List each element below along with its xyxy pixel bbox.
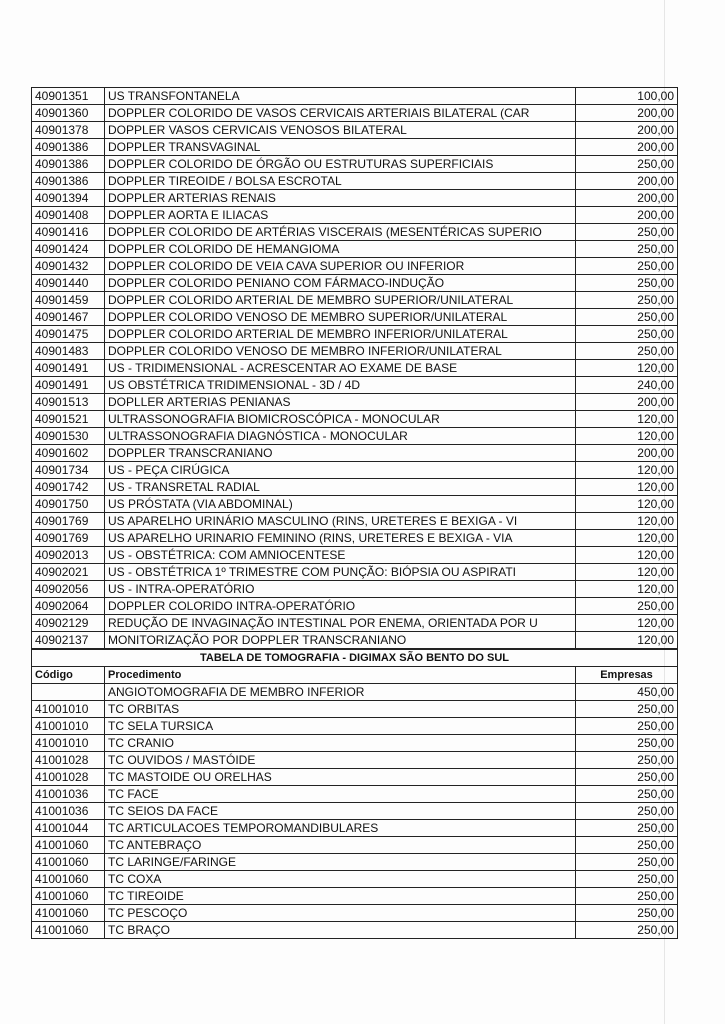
code-cell: 40901483 <box>32 343 105 360</box>
price-cell: 250,00 <box>576 752 678 769</box>
table-row <box>32 224 678 241</box>
procedure-cell: ULTRASSONOGRAFIA BIOMICROSCÓPICA - MONOCULAR <box>105 411 576 428</box>
code-cell: 40901530 <box>32 428 105 445</box>
procedure-cell: DOPPLER COLORIDO ARTERIAL DE MEMBRO SUPERIOR/UNILATERAL <box>105 292 576 309</box>
price-cell: 250,00 <box>576 786 678 803</box>
procedure-cell: US OBSTÉTRICA TRIDIMENSIONAL - 3D / 4D <box>105 377 576 394</box>
procedure-cell: DOPPLER COLORIDO INTRA-OPERATÓRIO <box>105 598 576 615</box>
price-cell: 250,00 <box>576 241 678 258</box>
ultrasound-rows <box>32 88 678 650</box>
table-row <box>32 513 678 530</box>
table-row <box>32 922 678 939</box>
procedure-cell: US APARELHO URINARIO FEMININO (RINS, URETERES E BEXIGA - VIA <box>105 530 576 547</box>
code-cell: 40902056 <box>32 581 105 598</box>
procedure-cell: TC LARINGE/FARINGE <box>105 854 576 871</box>
price-cell: 250,00 <box>576 905 678 922</box>
code-cell: 41001028 <box>32 752 105 769</box>
section-title-row <box>32 649 678 667</box>
column-header-code: Código <box>32 667 105 684</box>
procedure-cell: DOPPLER COLORIDO DE VASOS CERVICAIS ARTERIAIS BILATERAL (CAR <box>105 105 576 122</box>
table-row <box>32 564 678 581</box>
table-row <box>32 173 678 190</box>
table-row <box>32 139 678 156</box>
tomography-rows <box>32 684 678 939</box>
price-cell: 120,00 <box>576 411 678 428</box>
price-cell: 450,00 <box>576 684 678 701</box>
table-row <box>32 786 678 803</box>
price-cell: 250,00 <box>576 258 678 275</box>
price-cell: 120,00 <box>576 513 678 530</box>
procedure-cell: US PRÓSTATA (VIA ABDOMINAL) <box>105 496 576 513</box>
code-cell: 40901475 <box>32 326 105 343</box>
price-cell: 200,00 <box>576 190 678 207</box>
procedure-cell: DOPLLER ARTERIAS PENIANAS <box>105 394 576 411</box>
table-row <box>32 547 678 564</box>
price-cell: 120,00 <box>576 462 678 479</box>
price-cell: 250,00 <box>576 871 678 888</box>
code-cell: 40901521 <box>32 411 105 428</box>
procedure-cell: TC PESCOÇO <box>105 905 576 922</box>
table-row <box>32 309 678 326</box>
code-cell: 40901742 <box>32 479 105 496</box>
procedure-cell: TC TIREOIDE <box>105 888 576 905</box>
code-cell: 41001010 <box>32 701 105 718</box>
price-cell: 120,00 <box>576 428 678 445</box>
code-cell: 40901602 <box>32 445 105 462</box>
price-cell: 250,00 <box>576 224 678 241</box>
price-cell: 120,00 <box>576 360 678 377</box>
table-row <box>32 854 678 871</box>
table-row <box>32 803 678 820</box>
tomography-header <box>32 649 678 684</box>
table-row <box>32 292 678 309</box>
price-cell: 250,00 <box>576 156 678 173</box>
procedure-cell: DOPPLER AORTA E ILIACAS <box>105 207 576 224</box>
table-row <box>32 479 678 496</box>
price-table-sheet <box>31 87 676 939</box>
price-cell: 250,00 <box>576 598 678 615</box>
procedure-cell: TC SEIOS DA FACE <box>105 803 576 820</box>
code-cell: 40902137 <box>32 632 105 650</box>
price-cell: 200,00 <box>576 105 678 122</box>
code-cell: 40902021 <box>32 564 105 581</box>
procedure-cell: DOPPLER VASOS CERVICAIS VENOSOS BILATERAL <box>105 122 576 139</box>
procedure-cell: TC BRAÇO <box>105 922 576 939</box>
table-row <box>32 684 678 701</box>
table-row <box>32 462 678 479</box>
code-cell: 41001060 <box>32 922 105 939</box>
procedure-cell: TC ARTICULACOES TEMPOROMANDIBULARES <box>105 820 576 837</box>
table-row <box>32 752 678 769</box>
price-cell: 250,00 <box>576 888 678 905</box>
price-cell: 250,00 <box>576 701 678 718</box>
code-cell: 41001010 <box>32 718 105 735</box>
code-cell: 40901360 <box>32 105 105 122</box>
price-cell: 120,00 <box>576 564 678 581</box>
price-cell: 250,00 <box>576 718 678 735</box>
price-cell: 120,00 <box>576 581 678 598</box>
procedure-cell: REDUÇÃO DE INVAGINAÇÃO INTESTINAL POR ENEMA, ORIENTADA POR U <box>105 615 576 632</box>
code-cell: 40902064 <box>32 598 105 615</box>
column-header-price: Empresas <box>576 667 678 684</box>
code-cell: 41001060 <box>32 837 105 854</box>
procedure-cell: TC FACE <box>105 786 576 803</box>
code-cell: 41001044 <box>32 820 105 837</box>
table-row <box>32 190 678 207</box>
code-cell: 40901351 <box>32 88 105 105</box>
procedure-cell: DOPPLER ARTERIAS RENAIS <box>105 190 576 207</box>
table-row <box>32 837 678 854</box>
procedure-cell: US - INTRA-OPERATÓRIO <box>105 581 576 598</box>
code-cell: 41001036 <box>32 786 105 803</box>
code-cell: 40901416 <box>32 224 105 241</box>
procedure-cell: DOPPLER COLORIDO DE ÓRGÃO OU ESTRUTURAS SUPERFICIAIS <box>105 156 576 173</box>
procedure-cell: TC SELA TURSICA <box>105 718 576 735</box>
procedure-cell: TC CRANIO <box>105 735 576 752</box>
price-cell: 200,00 <box>576 122 678 139</box>
table-row <box>32 496 678 513</box>
price-cell: 250,00 <box>576 922 678 939</box>
code-cell: 41001060 <box>32 888 105 905</box>
price-cell: 120,00 <box>576 632 678 650</box>
procedure-cell: DOPPLER COLORIDO VENOSO DE MEMBRO INFERIOR/UNILATERAL <box>105 343 576 360</box>
procedure-cell: TC COXA <box>105 871 576 888</box>
code-cell: 40901491 <box>32 377 105 394</box>
table-row <box>32 598 678 615</box>
code-cell: 40901424 <box>32 241 105 258</box>
procedure-cell: DOPPLER TIREOIDE / BOLSA ESCROTAL <box>105 173 576 190</box>
code-cell: 40901769 <box>32 513 105 530</box>
table-row <box>32 615 678 632</box>
procedure-cell: DOPPLER COLORIDO VENOSO DE MEMBRO SUPERIOR/UNILATERAL <box>105 309 576 326</box>
table-row <box>32 735 678 752</box>
code-cell: 40901769 <box>32 530 105 547</box>
table-row <box>32 258 678 275</box>
code-cell: 40901378 <box>32 122 105 139</box>
price-cell: 200,00 <box>576 394 678 411</box>
table-row <box>32 905 678 922</box>
price-cell: 240,00 <box>576 377 678 394</box>
column-header-procedure: Procedimento <box>105 667 576 684</box>
code-cell: 40901491 <box>32 360 105 377</box>
code-cell: 40901386 <box>32 156 105 173</box>
price-cell: 200,00 <box>576 207 678 224</box>
table-row <box>32 820 678 837</box>
code-cell: 40901734 <box>32 462 105 479</box>
table-row <box>32 326 678 343</box>
code-cell: 40902013 <box>32 547 105 564</box>
procedure-cell: TC OUVIDOS / MASTÓIDE <box>105 752 576 769</box>
procedure-cell: US - PEÇA CIRÚGICA <box>105 462 576 479</box>
table-row <box>32 207 678 224</box>
price-cell: 250,00 <box>576 735 678 752</box>
table-row <box>32 241 678 258</box>
code-cell: 40901467 <box>32 309 105 326</box>
table-row <box>32 871 678 888</box>
price-cell: 100,00 <box>576 88 678 105</box>
procedure-cell: ULTRASSONOGRAFIA DIAGNÓSTICA - MONOCULAR <box>105 428 576 445</box>
code-cell: 40901440 <box>32 275 105 292</box>
code-cell: 40901513 <box>32 394 105 411</box>
table-row <box>32 530 678 547</box>
price-cell: 120,00 <box>576 479 678 496</box>
price-cell: 120,00 <box>576 547 678 564</box>
procedure-cell: TC MASTOIDE OU ORELHAS <box>105 769 576 786</box>
code-cell <box>32 684 105 701</box>
table-row <box>32 394 678 411</box>
price-cell: 250,00 <box>576 803 678 820</box>
code-cell: 40901386 <box>32 139 105 156</box>
procedure-cell: DOPPLER COLORIDO DE VEIA CAVA SUPERIOR OU INFERIOR <box>105 258 576 275</box>
procedure-cell: US TRANSFONTANELA <box>105 88 576 105</box>
procedure-cell: TC ANTEBRAÇO <box>105 837 576 854</box>
price-cell: 250,00 <box>576 292 678 309</box>
code-cell: 41001060 <box>32 854 105 871</box>
table-row <box>32 411 678 428</box>
code-cell: 40901394 <box>32 190 105 207</box>
procedure-cell: US - OBSTÉTRICA: COM AMNIOCENTESE <box>105 547 576 564</box>
procedure-cell: MONITORIZAÇÃO POR DOPPLER TRANSCRANIANO <box>105 632 576 650</box>
price-cell: 200,00 <box>576 173 678 190</box>
code-cell: 41001028 <box>32 769 105 786</box>
table-row <box>32 343 678 360</box>
table-row <box>32 888 678 905</box>
price-cell: 250,00 <box>576 820 678 837</box>
table-row <box>32 701 678 718</box>
code-cell: 41001060 <box>32 871 105 888</box>
procedure-cell: DOPPLER COLORIDO DE HEMANGIOMA <box>105 241 576 258</box>
price-cell: 120,00 <box>576 496 678 513</box>
price-cell: 200,00 <box>576 445 678 462</box>
price-cell: 250,00 <box>576 275 678 292</box>
price-cell: 120,00 <box>576 530 678 547</box>
procedure-cell: DOPPLER COLORIDO ARTERIAL DE MEMBRO INFERIOR/UNILATERAL <box>105 326 576 343</box>
table-row <box>32 581 678 598</box>
procedure-cell: TC ORBITAS <box>105 701 576 718</box>
price-table <box>31 87 678 939</box>
procedure-cell: ANGIOTOMOGRAFIA DE MEMBRO INFERIOR <box>105 684 576 701</box>
table-row <box>32 769 678 786</box>
procedure-cell: US APARELHO URINÁRIO MASCULINO (RINS, URETERES E BEXIGA - VI <box>105 513 576 530</box>
table-row <box>32 377 678 394</box>
table-row <box>32 718 678 735</box>
table-row <box>32 88 678 105</box>
code-cell: 40901386 <box>32 173 105 190</box>
table-row <box>32 360 678 377</box>
section-title: TABELA DE TOMOGRAFIA - DIGIMAX SÃO BENTO DO SUL <box>32 649 678 667</box>
code-cell: 41001060 <box>32 905 105 922</box>
price-cell: 250,00 <box>576 837 678 854</box>
code-cell: 40901408 <box>32 207 105 224</box>
code-cell: 40902129 <box>32 615 105 632</box>
table-row <box>32 445 678 462</box>
column-header-row <box>32 667 678 684</box>
price-cell: 250,00 <box>576 854 678 871</box>
price-cell: 250,00 <box>576 343 678 360</box>
table-row <box>32 275 678 292</box>
table-row <box>32 428 678 445</box>
price-cell: 250,00 <box>576 309 678 326</box>
table-row <box>32 122 678 139</box>
procedure-cell: DOPPLER COLORIDO PENIANO COM FÁRMACO-INDUÇÃO <box>105 275 576 292</box>
table-row <box>32 105 678 122</box>
code-cell: 40901432 <box>32 258 105 275</box>
table-row <box>32 632 678 650</box>
code-cell: 40901750 <box>32 496 105 513</box>
table-row <box>32 156 678 173</box>
procedure-cell: DOPPLER TRANSVAGINAL <box>105 139 576 156</box>
procedure-cell: US - OBSTÉTRICA 1º TRIMESTRE COM PUNÇÃO: BIÓPSIA OU ASPIRATI <box>105 564 576 581</box>
price-cell: 250,00 <box>576 769 678 786</box>
code-cell: 41001010 <box>32 735 105 752</box>
price-cell: 120,00 <box>576 615 678 632</box>
procedure-cell: US - TRIDIMENSIONAL - ACRESCENTAR AO EXAME DE BASE <box>105 360 576 377</box>
price-cell: 250,00 <box>576 326 678 343</box>
procedure-cell: US - TRANSRETAL RADIAL <box>105 479 576 496</box>
procedure-cell: DOPPLER TRANSCRANIANO <box>105 445 576 462</box>
code-cell: 41001036 <box>32 803 105 820</box>
procedure-cell: DOPPLER COLORIDO DE ARTÉRIAS VISCERAIS (MESENTÉRICAS SUPERIO <box>105 224 576 241</box>
price-cell: 200,00 <box>576 139 678 156</box>
code-cell: 40901459 <box>32 292 105 309</box>
